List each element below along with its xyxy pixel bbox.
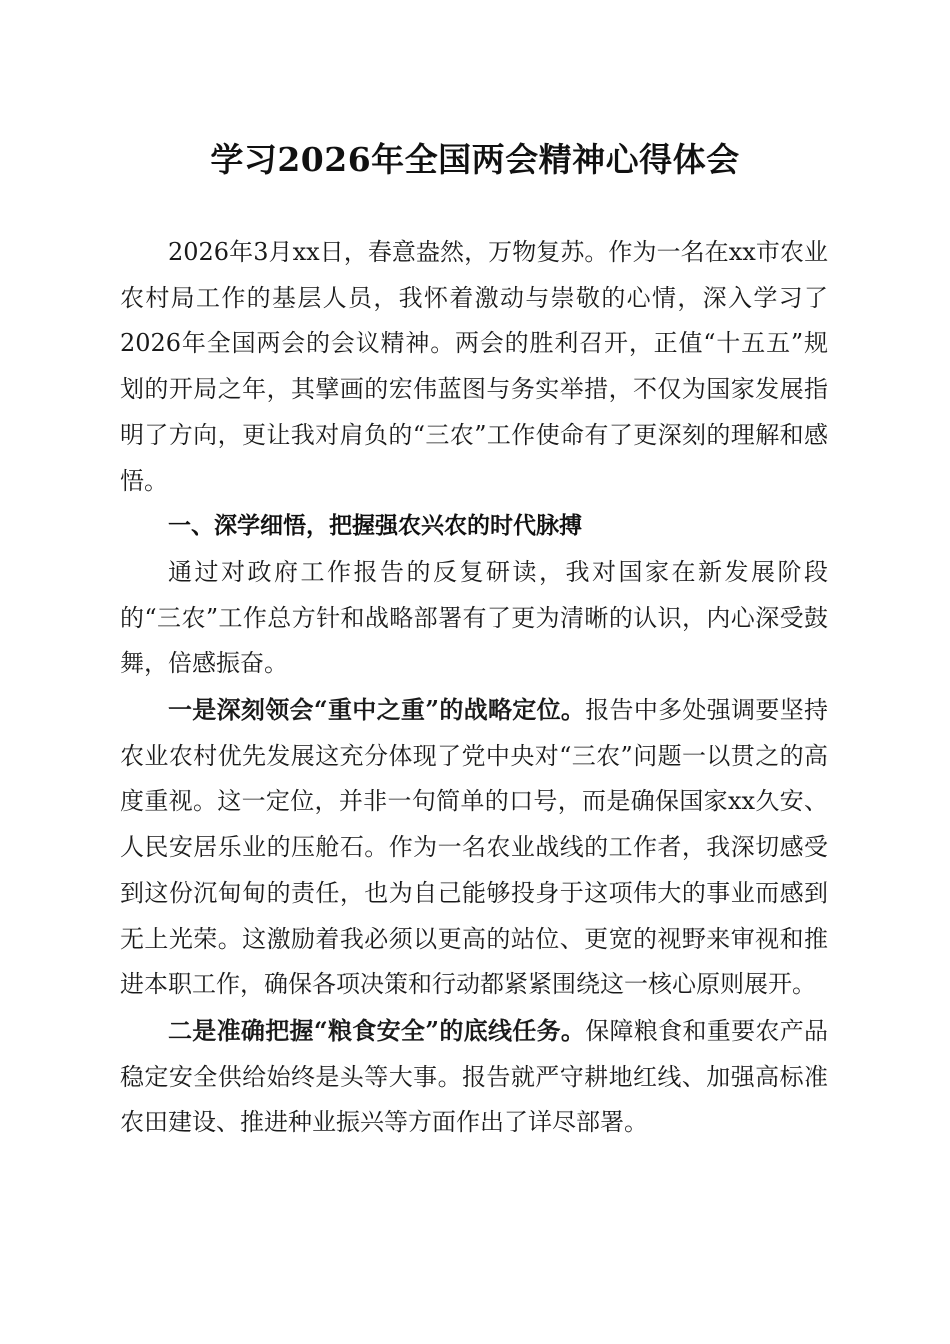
section-heading-1: 一、深学细悟，把握强农兴农的时代脉搏 [168,513,582,540]
section-1-paragraph: 通过对政府工作报告的反复研读，我对国家在新发展阶段的“三农”工作总方针和战略部署有了更为清晰的认识，内心深受鼓舞，倍感振奋。 [120,557,828,678]
point-1-paragraph [120,687,828,1008]
intro-paragraph: 2026年3月xx日，春意盎然，万物复苏。作为一名在xx市农业农村局工作的基层人员，我怀着激动与崇敬的心情，深入学习了2026年全国两会的会议精神。两会的胜利召开，正值“十五五”规划的开局之年，其擘画的宏伟蓝图与务实举措，不仅为国家发展指明了方向，更让我对肩负的“三农”工作使命有了更深刻的理解和感悟。 [120,238,828,495]
point-2-paragraph [120,1008,828,1146]
point-1-lead: 一是深刻领会“重中之重”的战略定位。 [168,695,586,725]
point-2-lead: 二是准确把握“粮食安全”的底线任务。 [168,1015,586,1045]
point-1-text: 报告中多处强调要坚持农业农村优先发展这充分体现了党中央对“三农”问题一以贯之的高度重视。这一定位，并非一句简单的口号，而是确保国家xx久安、人民安居乐业的压舱石。作为一名农业战线的工作者，我深切感受到这份沉甸甸的责任，也为自己能够投身于这项伟大的事业而感到无上光荣。这激励着我必须以更高的站位、更宽的视野来审视和推进本职工作，确保各项决策和行动都紧紧围绕这一核心原则展开。 [120,696,828,999]
document-title: 学习2026年全国两会精神心得体会 [210,140,740,179]
document-body [120,230,828,1146]
point-2-text: 保障粮食和重要农产品稳定安全供给始终是头等大事。报告就严守耕地红线、加强高标准农田建设、推进种业振兴等方面作出了详尽部署。 [120,1016,828,1137]
